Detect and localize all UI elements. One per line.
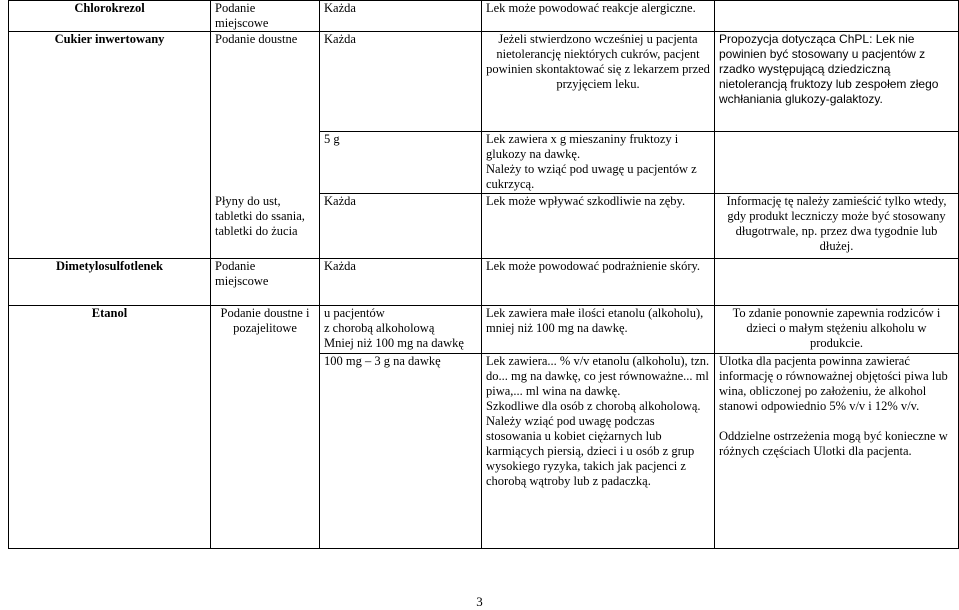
route-cell bbox=[211, 194, 320, 259]
comments-cell bbox=[715, 194, 959, 259]
info-cell bbox=[482, 194, 715, 259]
comments-cell bbox=[715, 32, 959, 132]
table-row bbox=[9, 194, 959, 259]
substance-name: Dimetylosulfotlenek bbox=[56, 259, 163, 273]
info-cell bbox=[482, 259, 715, 306]
comments-text: Informację tę należy zamieścić tylko wtedy, gdy produkt leczniczy może być stosowany długotrwale, np. przez dwa tygodnie lub dłużej. bbox=[726, 194, 947, 253]
table-row bbox=[9, 354, 959, 549]
threshold-text: Każda bbox=[324, 259, 356, 273]
excipients-table bbox=[8, 0, 959, 549]
comments-cell bbox=[715, 1, 959, 32]
paragraph-gap bbox=[719, 414, 954, 429]
route-cell bbox=[211, 306, 320, 354]
info-text: Lek może powodować reakcje alergiczne. bbox=[486, 1, 696, 15]
comments-text: Propozycja dotycząca ChPL: Lek nie powinien być stosowany u pacjentów z rzadko występującą dziedziczną nietolerancją fruktozy lub zespołem złego wchłaniania glukozy-galaktozy. bbox=[719, 32, 939, 106]
info-text: Lek zawiera x g mieszaniny fruktozy i glukozy na dawkę. bbox=[486, 132, 679, 161]
info-cell bbox=[482, 354, 715, 549]
threshold-text: Każda bbox=[324, 1, 356, 15]
threshold-text: Każda bbox=[324, 194, 356, 208]
substance-cell bbox=[9, 1, 211, 32]
route-cell bbox=[211, 354, 320, 549]
threshold-cell bbox=[320, 32, 482, 132]
threshold-cell bbox=[320, 306, 482, 354]
comments-text: To zdanie ponownie zapewnia rodziców i dzieci o małym stężeniu alkoholu w produkcie. bbox=[732, 306, 941, 350]
substance-cell bbox=[9, 259, 211, 306]
info-text: Lek może wpływać szkodliwie na zęby. bbox=[486, 194, 686, 208]
route-text: miejscowe bbox=[215, 16, 269, 30]
substance-cell bbox=[9, 194, 211, 259]
info-cell bbox=[482, 306, 715, 354]
threshold-text: 100 mg – 3 g na dawkę bbox=[324, 354, 441, 368]
comments-cell bbox=[715, 132, 959, 194]
threshold-text: 5 g bbox=[324, 132, 340, 146]
table-row bbox=[9, 132, 959, 194]
threshold-text: z chorobą alkoholową bbox=[324, 321, 435, 335]
info-text: Należy wziąć pod uwagę podczas stosowania u kobiet ciężarnych lub karmiących piersią, dzieci i u osób z grup wysokiego ryzyka, takich jak pacjenci z chorobą wątroby lub z padaczką. bbox=[486, 414, 695, 488]
info-text: Lek zawiera... % v/v etanolu (alkoholu), tzn. do... mg na dawkę, co jest równoważne... ml piwa,... ml wina na dawkę. bbox=[486, 354, 710, 398]
substance-cell bbox=[9, 32, 211, 132]
comments-cell bbox=[715, 306, 959, 354]
route-text: Podanie bbox=[215, 259, 256, 273]
table-row bbox=[9, 32, 959, 132]
route-text: Podanie bbox=[215, 1, 256, 15]
substance-name: Etanol bbox=[91, 306, 128, 320]
table-row bbox=[9, 306, 959, 354]
route-cell bbox=[211, 32, 320, 132]
info-text: Jeżeli stwierdzono wcześniej u pacjenta nietolerancję niektórych cukrów, pacjent powinien skontaktować się z lekarzem przed przyjęciem leku. bbox=[486, 32, 710, 91]
substance-cell bbox=[9, 354, 211, 549]
info-text: Lek może powodować podrażnienie skóry. bbox=[486, 259, 701, 273]
threshold-cell bbox=[320, 194, 482, 259]
route-cell bbox=[211, 259, 320, 306]
info-cell bbox=[482, 132, 715, 194]
threshold-cell bbox=[320, 259, 482, 306]
threshold-text: Mniej niż 100 mg na dawkę bbox=[324, 336, 464, 350]
comments-text: Ulotka dla pacjenta powinna zawierać informację o równoważnej objętości piwa lub wina, obliczonej po założeniu, że alkohol stanowi odpowiednio 5% v/v i 12% v/v. bbox=[719, 354, 948, 413]
route-cell bbox=[211, 1, 320, 32]
table-row bbox=[9, 1, 959, 32]
info-cell bbox=[482, 32, 715, 132]
info-cell bbox=[482, 1, 715, 32]
threshold-cell bbox=[320, 1, 482, 32]
route-cell bbox=[211, 132, 320, 194]
route-text: miejscowe bbox=[215, 274, 269, 288]
threshold-cell bbox=[320, 132, 482, 194]
table-row bbox=[9, 259, 959, 306]
comments-cell bbox=[715, 259, 959, 306]
info-text: Szkodliwe dla osób z chorobą alkoholową. bbox=[486, 399, 701, 413]
route-text: Podanie doustne bbox=[215, 32, 298, 46]
threshold-cell bbox=[320, 354, 482, 549]
route-text: Płyny do ust, tabletki do ssania, tabletki do żucia bbox=[215, 193, 305, 238]
page-number: 3 bbox=[476, 594, 483, 609]
info-text: Należy to wziąć pod uwagę u pacjentów z cukrzycą. bbox=[486, 162, 697, 191]
route-text: Podanie doustne i pozajelitowe bbox=[220, 306, 310, 335]
threshold-text: u pacjentów bbox=[324, 306, 385, 320]
comments-cell bbox=[715, 354, 959, 549]
threshold-text: Każda bbox=[324, 32, 356, 46]
info-text: Lek zawiera małe ilości etanolu (alkoholu), mniej niż 100 mg na dawkę. bbox=[486, 306, 704, 335]
substance-cell bbox=[9, 132, 211, 194]
substance-name: Cukier inwertowany bbox=[54, 32, 165, 46]
comments-text: Oddzielne ostrzeżenia mogą być konieczne w różnych częściach Ulotki dla pacjenta. bbox=[719, 429, 948, 458]
substance-name: Chlorokrezol bbox=[74, 1, 145, 15]
substance-cell bbox=[9, 306, 211, 354]
